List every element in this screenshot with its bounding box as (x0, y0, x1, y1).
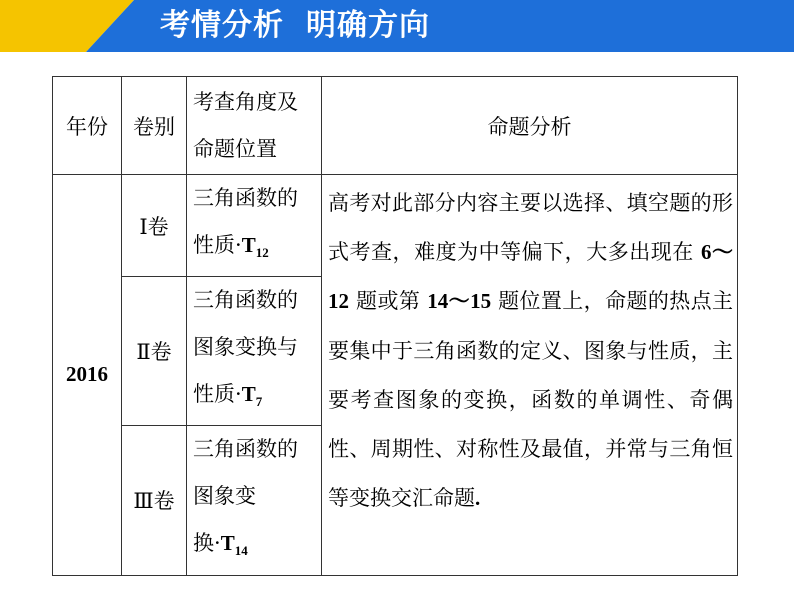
header-angle (187, 77, 322, 175)
analysis-text-a: 高考对此部分内容主要以选择、填空题的形式考查，难度为中等偏下，大多出现在 (328, 191, 733, 265)
position-3 (220, 531, 248, 559)
volume-cell-2: Ⅱ卷 (122, 277, 187, 426)
banner-title (160, 4, 430, 48)
header-row (53, 77, 738, 175)
angle-3-line3 (193, 520, 321, 574)
header-volume: 卷别 (122, 77, 187, 175)
angle-3-line2: 图象变 (193, 484, 256, 509)
angle-cell-2 (187, 277, 322, 426)
position-3-letter: T (220, 531, 235, 556)
angle-1-line1: 三角函数的 (193, 186, 298, 210)
volume-cell-1: Ⅰ卷 (122, 175, 187, 277)
angle-1-line2 (193, 222, 321, 276)
angle-cell-1 (187, 175, 322, 277)
analysis-num-b: 14～15 (427, 289, 492, 314)
position-2-letter: T (241, 382, 256, 407)
analysis-cell (322, 175, 738, 576)
header-analysis: 命题分析 (322, 77, 738, 175)
position-2 (241, 382, 263, 410)
angle-3-text: 换· (193, 531, 221, 556)
table-row-vol1 (53, 175, 738, 277)
angle-2-line2: 图象变换与 (193, 335, 298, 360)
header-year: 年份 (53, 77, 122, 175)
analysis-text-c: 题位置上，命题的热点主要集中于三角函数的定义、图象与性质，主要考查图象的变换，函数的单调性、奇偶性、周期性、对称性及最值，并常与三角恒等变换交汇命题 (328, 289, 734, 511)
angle-2-line3 (193, 371, 321, 425)
position-3-number: 14 (234, 543, 248, 559)
volume-cell-3: Ⅲ卷 (122, 426, 187, 575)
position-1-letter: T (241, 233, 256, 257)
banner-title-part1: 考情分析 (160, 8, 284, 43)
angle-3-line1: 三角函数的 (193, 437, 298, 462)
angle-cell-3 (187, 426, 322, 575)
analysis-period: . (475, 486, 481, 511)
analysis-num-a: 6～12 (328, 240, 734, 314)
position-2-number: 7 (255, 394, 263, 410)
analysis-text-b: 题或第 (349, 289, 428, 314)
year-cell: 2016 (53, 175, 122, 576)
banner-title-part2: 明确方向 (306, 8, 430, 43)
analysis-table (52, 76, 738, 576)
header-angle-line1: 考查角度及 (193, 89, 298, 114)
angle-1-text: 性质· (193, 233, 242, 257)
header-angle-line2: 命题位置 (193, 136, 277, 161)
angle-2-text: 性质· (193, 382, 242, 407)
position-1 (241, 233, 269, 261)
position-1-number: 12 (255, 245, 269, 261)
header-banner (0, 0, 794, 52)
angle-2-line1: 三角函数的 (193, 288, 298, 313)
